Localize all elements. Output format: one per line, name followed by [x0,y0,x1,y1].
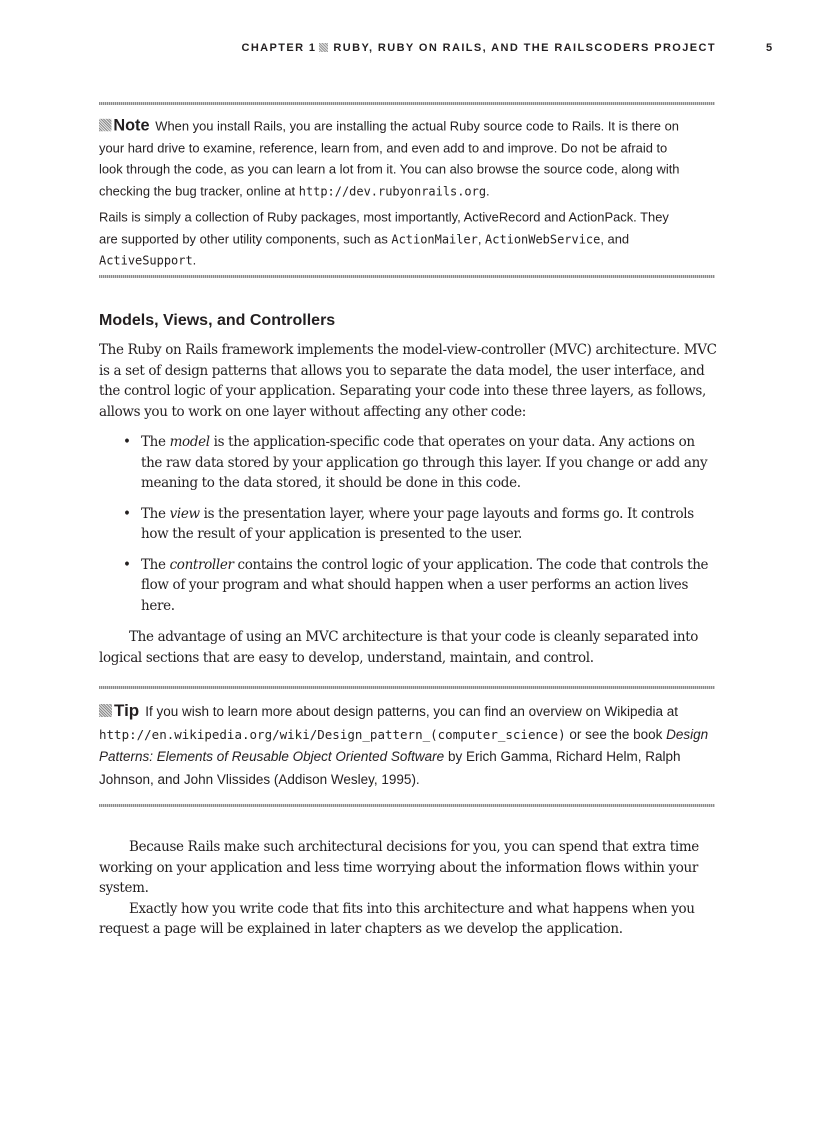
note-label: Note [99,116,150,134]
code-actionwebservice: ActionWebService [485,231,601,246]
term-controller: controller [169,556,234,573]
running-header [0,42,816,58]
code-activesupport: ActiveSupport [99,252,193,268]
tip-bottom-rule [99,804,715,807]
note-top-rule [99,102,715,105]
code-actionmailer: ActionMailer [391,231,478,246]
closing-paragraph-2: Exactly how you write code that fits into this architecture and what happens when you request a page will be explained in later chapters as we develop the application. [99,900,695,937]
note-square-icon [99,119,111,131]
closing-paragraph-1: Because Rails make such architectural decisions for you, you can spend that extra time working on your application and less time worrying about the information flows within your system. [99,839,699,896]
advantage-paragraph: The advantage of using an MVC architecture is that your code is cleanly separated into logical sections that are easy to develop, understand, maintain, and control. [99,629,699,666]
chapter-title: RUBY, RUBY ON RAILS, AND THE RAILSCODERS PROJECT [333,42,716,54]
tip-top-rule [99,686,715,689]
rails-dev-url[interactable]: http://dev.rubyonrails.org [298,183,487,198]
tip-paragraph: Tip If you wish to learn more about design patterns, you can find an overview on Wikipedia at http://en.wikipedia.org/wiki/Design_pattern_(computer_science) or see the book Design Patterns: Elements of Reusable Object Oriented Software by Erich Gamma, Richard Helm, Ralph Johnson, and John Vlissides (Addison Wesley, 1995). [99,701,709,787]
bullet-controller: • The controller contains the control logic of your application. The code that controls the flow of your program and what should happen when a user performs an action lives here. [123,556,709,614]
section-body [99,340,719,668]
tip-box [99,700,715,791]
bullet-model: • The model is the application-specific code that operates on your data. Any actions on the raw data stored by your application go through this layer. If you change or add any meaning to the data stored, it should be done in this code. [123,434,708,491]
bullet-view: • The view is the presentation layer, where your page layouts and forms go. It controls how the result of your application is presented to the user. [123,505,694,542]
section-intro: The Ruby on Rails framework implements the model-view-controller (MVC) architecture. MVC is a set of design patterns that allows you to separate the data model, the user interface, and the control logic of your application. Separating your code into these three layers, as follows, allows you to work on one layer without affecting any other code: [99,342,717,420]
running-header-title [241,42,716,54]
note-paragraph-2: Rails is simply a collection of Ruby packages, most importantly, ActiveRecord and ActionPack. They are supported by other utility components, such as ActionMailer, ActionWebService, and ActiveSupport. [99,209,669,268]
term-view: view [169,505,200,522]
section-heading: Models, Views, and Controllers [99,312,336,329]
note-paragraph-1: Note When you install Rails, you are installing the actual Ruby source code to Rails. It is there on your hard drive to examine, reference, learn from, and even add to and improve. Do not be afraid to look through the code, as you can learn a lot from it. You can also browse the source code, along with checking the bug tracker, online at http://dev.rubyonrails.org. [99,115,680,198]
tip-square-icon [99,704,112,717]
page-number: 5 [766,42,774,54]
wikipedia-url[interactable]: http://en.wikipedia.org/wiki/Design_pattern_(computer_science) [99,726,566,742]
term-model: model [169,434,210,450]
chapter-label: CHAPTER 1 [241,42,317,54]
book-title: Design Patterns: Elements of Reusable Object Oriented Software [99,726,709,764]
tip-label: Tip [99,701,139,720]
closing-body [99,837,719,940]
note-box [99,115,689,272]
note-bottom-rule [99,275,715,278]
separator-square-icon [319,43,328,52]
